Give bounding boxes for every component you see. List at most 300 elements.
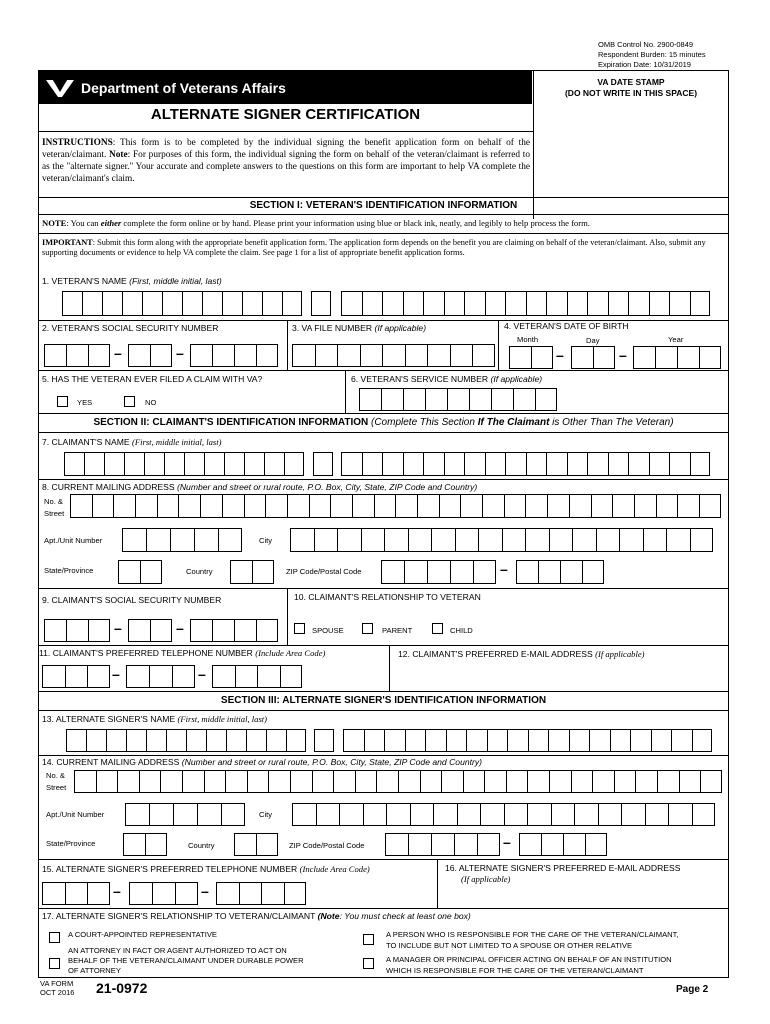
char-box[interactable] — [699, 346, 721, 369]
signer-middle-initial-box[interactable] — [314, 729, 334, 752]
char-box[interactable] — [252, 560, 274, 584]
char-box[interactable] — [504, 494, 526, 518]
char-box[interactable] — [135, 494, 157, 518]
char-box[interactable] — [591, 494, 613, 518]
char-box[interactable] — [337, 344, 360, 367]
claimant-middle-initial-box[interactable] — [313, 452, 333, 476]
dob-month-boxes[interactable] — [509, 346, 553, 369]
char-box[interactable] — [129, 882, 152, 905]
char-box[interactable] — [146, 528, 170, 552]
char-box[interactable] — [218, 528, 242, 552]
char-box[interactable] — [150, 344, 172, 367]
char-box[interactable] — [464, 452, 485, 476]
char-box[interactable] — [431, 528, 455, 552]
char-box[interactable] — [113, 494, 135, 518]
veteran-ssn-part2[interactable] — [128, 344, 172, 367]
char-box[interactable] — [286, 729, 306, 752]
char-box[interactable] — [405, 729, 426, 752]
char-box[interactable] — [447, 388, 469, 411]
char-box[interactable] — [164, 452, 184, 476]
char-box[interactable] — [507, 729, 528, 752]
claimant-first-name-boxes[interactable] — [64, 452, 304, 476]
char-box[interactable] — [212, 665, 235, 688]
char-box[interactable] — [242, 291, 262, 316]
char-box[interactable] — [225, 770, 247, 793]
char-box[interactable] — [700, 770, 722, 793]
char-box[interactable] — [571, 770, 593, 793]
char-box[interactable] — [634, 494, 656, 518]
char-box[interactable] — [563, 833, 585, 856]
char-box[interactable] — [182, 291, 202, 316]
char-box[interactable] — [457, 803, 481, 826]
claimant-zip-boxes[interactable] — [381, 560, 496, 584]
char-box[interactable] — [382, 291, 403, 316]
char-box[interactable] — [363, 803, 387, 826]
char-box[interactable] — [405, 344, 428, 367]
q5-yes-checkbox[interactable] — [57, 396, 68, 407]
char-box[interactable] — [62, 291, 82, 316]
char-box[interactable] — [266, 729, 286, 752]
char-box[interactable] — [362, 452, 383, 476]
char-box[interactable] — [244, 494, 266, 518]
service-number-boxes[interactable] — [359, 388, 557, 411]
char-box[interactable] — [571, 346, 593, 369]
caregiver-checkbox[interactable] — [363, 934, 374, 945]
dob-day-boxes[interactable] — [571, 346, 615, 369]
signer-phone-line[interactable] — [216, 882, 306, 905]
char-box[interactable] — [126, 729, 146, 752]
char-box[interactable] — [546, 291, 567, 316]
char-box[interactable] — [202, 291, 222, 316]
char-box[interactable] — [66, 344, 88, 367]
char-box[interactable] — [352, 494, 374, 518]
char-box[interactable] — [102, 291, 122, 316]
char-box[interactable] — [598, 803, 622, 826]
char-box[interactable] — [104, 452, 124, 476]
char-box[interactable] — [149, 803, 173, 826]
char-box[interactable] — [337, 528, 361, 552]
char-box[interactable] — [292, 344, 315, 367]
char-box[interactable] — [408, 833, 431, 856]
char-box[interactable] — [190, 619, 212, 642]
char-box[interactable] — [172, 665, 195, 688]
char-box[interactable] — [404, 560, 427, 584]
char-box[interactable] — [224, 452, 244, 476]
claimant-city-boxes[interactable] — [290, 528, 713, 552]
char-box[interactable] — [480, 803, 504, 826]
char-box[interactable] — [431, 833, 454, 856]
char-box[interactable] — [64, 452, 84, 476]
char-box[interactable] — [206, 729, 226, 752]
char-box[interactable] — [87, 882, 110, 905]
claimant-country-boxes[interactable] — [230, 560, 274, 584]
char-box[interactable] — [124, 452, 144, 476]
char-box[interactable] — [244, 452, 264, 476]
char-box[interactable] — [699, 494, 721, 518]
char-box[interactable] — [149, 665, 172, 688]
char-box[interactable] — [589, 729, 610, 752]
char-box[interactable] — [66, 619, 88, 642]
signer-apt-boxes[interactable] — [125, 803, 245, 826]
char-box[interactable] — [450, 560, 473, 584]
char-box[interactable] — [178, 494, 200, 518]
char-box[interactable] — [265, 494, 287, 518]
char-box[interactable] — [247, 770, 269, 793]
char-box[interactable] — [669, 291, 690, 316]
char-box[interactable] — [649, 291, 670, 316]
signer-last-name-boxes[interactable] — [343, 729, 712, 752]
char-box[interactable] — [410, 803, 434, 826]
char-box[interactable] — [381, 388, 403, 411]
signer-city-boxes[interactable] — [292, 803, 715, 826]
char-box[interactable] — [649, 452, 670, 476]
claimant-phone-prefix[interactable] — [126, 665, 195, 688]
char-box[interactable] — [427, 344, 450, 367]
char-box[interactable] — [630, 729, 651, 752]
char-box[interactable] — [333, 770, 355, 793]
char-box[interactable] — [314, 729, 334, 752]
char-box[interactable] — [341, 452, 362, 476]
char-box[interactable] — [235, 665, 258, 688]
char-box[interactable] — [212, 344, 234, 367]
char-box[interactable] — [268, 770, 290, 793]
char-box[interactable] — [287, 494, 309, 518]
char-box[interactable] — [284, 882, 307, 905]
char-box[interactable] — [96, 770, 118, 793]
char-box[interactable] — [382, 452, 403, 476]
char-box[interactable] — [513, 388, 535, 411]
char-box[interactable] — [170, 528, 194, 552]
char-box[interactable] — [403, 452, 424, 476]
char-box[interactable] — [425, 388, 447, 411]
char-box[interactable] — [535, 388, 557, 411]
char-box[interactable] — [403, 291, 424, 316]
char-box[interactable] — [608, 452, 629, 476]
claimant-ssn-part1[interactable] — [44, 619, 110, 642]
char-box[interactable] — [142, 291, 162, 316]
char-box[interactable] — [284, 452, 304, 476]
veteran-ssn-part1[interactable] — [44, 344, 110, 367]
char-box[interactable] — [612, 494, 634, 518]
char-box[interactable] — [433, 803, 457, 826]
char-box[interactable] — [531, 346, 553, 369]
char-box[interactable] — [42, 882, 65, 905]
char-box[interactable] — [122, 528, 146, 552]
claimant-ssn-part3[interactable] — [190, 619, 278, 642]
char-box[interactable] — [384, 729, 405, 752]
char-box[interactable] — [548, 729, 569, 752]
char-box[interactable] — [505, 452, 526, 476]
char-box[interactable] — [364, 729, 385, 752]
char-box[interactable] — [123, 833, 145, 856]
char-box[interactable] — [282, 291, 302, 316]
char-box[interactable] — [84, 452, 104, 476]
char-box[interactable] — [690, 291, 711, 316]
char-box[interactable] — [384, 528, 408, 552]
claimant-last-name-boxes[interactable] — [341, 452, 710, 476]
char-box[interactable] — [257, 665, 280, 688]
char-box[interactable] — [309, 494, 331, 518]
char-box[interactable] — [222, 494, 244, 518]
char-box[interactable] — [145, 833, 167, 856]
char-box[interactable] — [614, 770, 636, 793]
char-box[interactable] — [645, 803, 669, 826]
char-box[interactable] — [472, 344, 495, 367]
char-box[interactable] — [478, 528, 502, 552]
veteran-middle-initial-box[interactable] — [311, 291, 331, 316]
char-box[interactable] — [311, 291, 331, 316]
char-box[interactable] — [359, 388, 381, 411]
char-box[interactable] — [70, 494, 92, 518]
char-box[interactable] — [679, 770, 701, 793]
char-box[interactable] — [417, 494, 439, 518]
char-box[interactable] — [343, 729, 364, 752]
char-box[interactable] — [446, 729, 467, 752]
char-box[interactable] — [140, 560, 162, 584]
veteran-last-name-boxes[interactable] — [341, 291, 710, 316]
char-box[interactable] — [444, 291, 465, 316]
char-box[interactable] — [677, 494, 699, 518]
char-box[interactable] — [423, 452, 444, 476]
char-box[interactable] — [560, 560, 582, 584]
signer-zip-ext-boxes[interactable] — [519, 833, 607, 856]
char-box[interactable] — [454, 833, 477, 856]
char-box[interactable] — [74, 770, 96, 793]
char-box[interactable] — [86, 729, 106, 752]
char-box[interactable] — [485, 452, 506, 476]
char-box[interactable] — [381, 560, 404, 584]
char-box[interactable] — [152, 882, 175, 905]
char-box[interactable] — [200, 494, 222, 518]
char-box[interactable] — [621, 803, 645, 826]
spouse-checkbox[interactable] — [294, 623, 305, 634]
child-checkbox[interactable] — [432, 623, 443, 634]
char-box[interactable] — [222, 291, 242, 316]
char-box[interactable] — [527, 803, 551, 826]
char-box[interactable] — [182, 770, 204, 793]
char-box[interactable] — [212, 619, 234, 642]
char-box[interactable] — [315, 344, 338, 367]
institution-manager-checkbox[interactable] — [363, 958, 374, 969]
char-box[interactable] — [376, 770, 398, 793]
char-box[interactable] — [619, 528, 643, 552]
veteran-first-name-boxes[interactable] — [62, 291, 302, 316]
char-box[interactable] — [574, 803, 598, 826]
char-box[interactable] — [484, 770, 506, 793]
char-box[interactable] — [656, 494, 678, 518]
char-box[interactable] — [473, 560, 496, 584]
char-box[interactable] — [226, 729, 246, 752]
signer-phone-area[interactable] — [42, 882, 110, 905]
char-box[interactable] — [538, 560, 560, 584]
char-box[interactable] — [146, 729, 166, 752]
char-box[interactable] — [692, 729, 713, 752]
char-box[interactable] — [234, 619, 256, 642]
char-box[interactable] — [466, 729, 487, 752]
char-box[interactable] — [374, 494, 396, 518]
char-box[interactable] — [128, 344, 150, 367]
char-box[interactable] — [221, 803, 245, 826]
char-box[interactable] — [690, 528, 714, 552]
char-box[interactable] — [92, 494, 114, 518]
char-box[interactable] — [528, 729, 549, 752]
char-box[interactable] — [516, 560, 538, 584]
char-box[interactable] — [82, 291, 102, 316]
char-box[interactable] — [144, 452, 164, 476]
char-box[interactable] — [482, 494, 504, 518]
char-box[interactable] — [106, 729, 126, 752]
char-box[interactable] — [509, 346, 531, 369]
char-box[interactable] — [551, 803, 575, 826]
claimant-zip-ext-boxes[interactable] — [516, 560, 604, 584]
char-box[interactable] — [505, 291, 526, 316]
char-box[interactable] — [506, 770, 528, 793]
char-box[interactable] — [549, 528, 573, 552]
char-box[interactable] — [65, 665, 88, 688]
char-box[interactable] — [125, 803, 149, 826]
signer-phone-prefix[interactable] — [129, 882, 198, 905]
char-box[interactable] — [341, 291, 362, 316]
char-box[interactable] — [362, 291, 383, 316]
char-box[interactable] — [423, 291, 444, 316]
char-box[interactable] — [487, 729, 508, 752]
char-box[interactable] — [256, 344, 278, 367]
char-box[interactable] — [173, 803, 197, 826]
char-box[interactable] — [403, 388, 425, 411]
char-box[interactable] — [330, 494, 352, 518]
signer-street-boxes[interactable] — [74, 770, 722, 793]
va-file-number-boxes[interactable] — [292, 344, 495, 367]
char-box[interactable] — [585, 833, 607, 856]
char-box[interactable] — [386, 803, 410, 826]
char-box[interactable] — [593, 346, 615, 369]
dob-year-boxes[interactable] — [633, 346, 721, 369]
char-box[interactable] — [239, 882, 262, 905]
char-box[interactable] — [464, 291, 485, 316]
signer-first-name-boxes[interactable] — [66, 729, 306, 752]
char-box[interactable] — [592, 770, 614, 793]
char-box[interactable] — [117, 770, 139, 793]
char-box[interactable] — [425, 729, 446, 752]
char-box[interactable] — [460, 494, 482, 518]
char-box[interactable] — [596, 528, 620, 552]
char-box[interactable] — [657, 770, 679, 793]
char-box[interactable] — [246, 729, 266, 752]
char-box[interactable] — [44, 619, 66, 642]
claimant-apt-boxes[interactable] — [122, 528, 242, 552]
char-box[interactable] — [162, 291, 182, 316]
char-box[interactable] — [313, 452, 333, 476]
char-box[interactable] — [420, 770, 442, 793]
char-box[interactable] — [160, 770, 182, 793]
char-box[interactable] — [256, 833, 278, 856]
char-box[interactable] — [444, 452, 465, 476]
char-box[interactable] — [669, 452, 690, 476]
claimant-state-boxes[interactable] — [118, 560, 162, 584]
char-box[interactable] — [150, 619, 172, 642]
char-box[interactable] — [427, 560, 450, 584]
char-box[interactable] — [314, 528, 338, 552]
char-box[interactable] — [504, 803, 528, 826]
char-box[interactable] — [88, 619, 110, 642]
char-box[interactable] — [569, 494, 591, 518]
char-box[interactable] — [541, 833, 563, 856]
char-box[interactable] — [216, 882, 239, 905]
char-box[interactable] — [175, 882, 198, 905]
char-box[interactable] — [572, 528, 596, 552]
char-box[interactable] — [455, 528, 479, 552]
char-box[interactable] — [549, 770, 571, 793]
char-box[interactable] — [361, 528, 385, 552]
char-box[interactable] — [197, 803, 221, 826]
char-box[interactable] — [190, 344, 212, 367]
char-box[interactable] — [122, 291, 142, 316]
veteran-ssn-part3[interactable] — [190, 344, 278, 367]
char-box[interactable] — [157, 494, 179, 518]
char-box[interactable] — [526, 452, 547, 476]
parent-checkbox[interactable] — [362, 623, 373, 634]
attorney-in-fact-checkbox[interactable] — [49, 958, 60, 969]
char-box[interactable] — [118, 560, 140, 584]
claimant-ssn-part2[interactable] — [128, 619, 172, 642]
char-box[interactable] — [690, 452, 711, 476]
char-box[interactable] — [502, 528, 526, 552]
char-box[interactable] — [312, 770, 334, 793]
char-box[interactable] — [166, 729, 186, 752]
char-box[interactable] — [582, 560, 604, 584]
char-box[interactable] — [469, 388, 491, 411]
char-box[interactable] — [668, 803, 692, 826]
char-box[interactable] — [256, 619, 278, 642]
char-box[interactable] — [526, 291, 547, 316]
char-box[interactable] — [633, 346, 655, 369]
char-box[interactable] — [290, 528, 314, 552]
signer-zip-boxes[interactable] — [385, 833, 500, 856]
char-box[interactable] — [186, 729, 206, 752]
char-box[interactable] — [339, 803, 363, 826]
char-box[interactable] — [567, 291, 588, 316]
char-box[interactable] — [655, 346, 677, 369]
char-box[interactable] — [546, 452, 567, 476]
char-box[interactable] — [567, 452, 588, 476]
char-box[interactable] — [292, 803, 316, 826]
char-box[interactable] — [65, 882, 88, 905]
char-box[interactable] — [671, 729, 692, 752]
char-box[interactable] — [547, 494, 569, 518]
char-box[interactable] — [316, 803, 340, 826]
char-box[interactable] — [230, 560, 252, 584]
char-box[interactable] — [651, 729, 672, 752]
char-box[interactable] — [677, 346, 699, 369]
char-box[interactable] — [635, 770, 657, 793]
char-box[interactable] — [66, 729, 86, 752]
char-box[interactable] — [525, 494, 547, 518]
char-box[interactable] — [450, 344, 473, 367]
char-box[interactable] — [128, 619, 150, 642]
signer-country-boxes[interactable] — [234, 833, 278, 856]
char-box[interactable] — [290, 770, 312, 793]
claimant-street-boxes[interactable] — [70, 494, 721, 518]
char-box[interactable] — [477, 833, 500, 856]
q5-no-checkbox[interactable] — [124, 396, 135, 407]
char-box[interactable] — [385, 833, 408, 856]
char-box[interactable] — [139, 770, 161, 793]
char-box[interactable] — [88, 344, 110, 367]
char-box[interactable] — [666, 528, 690, 552]
char-box[interactable] — [519, 833, 541, 856]
court-representative-checkbox[interactable] — [49, 932, 60, 943]
char-box[interactable] — [382, 344, 405, 367]
